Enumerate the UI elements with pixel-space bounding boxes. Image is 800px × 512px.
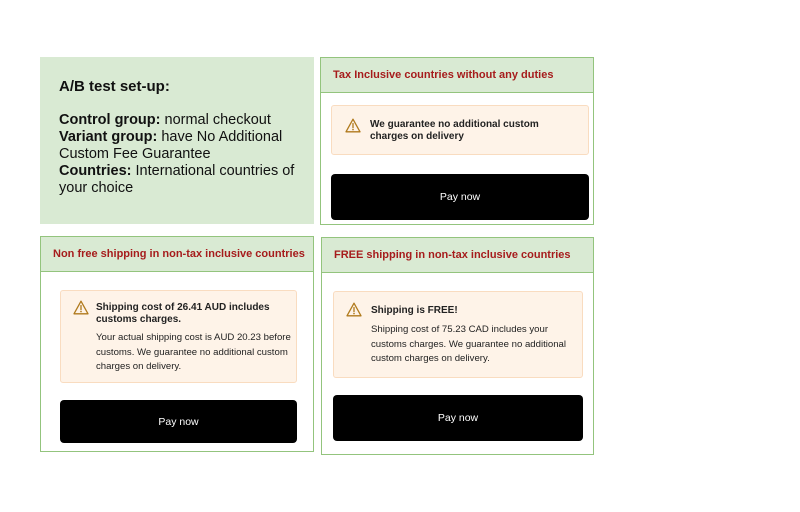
control-group-line [59,112,314,129]
tax-inclusive-card [320,57,594,225]
variant-group-value: have No Additional Custom Fee Guarantee [59,129,283,162]
card-header: Tax Inclusive countries without any duties [321,58,593,93]
pay-now-button[interactable]: Pay now [331,174,589,220]
notice-title: Shipping is FREE! [371,305,458,316]
pay-now-button[interactable]: Pay now [60,400,297,443]
notice-body: Shipping cost of 75.23 CAD includes your customs charges. We guarantee no additional custom charges on delivery. [371,324,567,364]
countries-value: International countries of your choice [59,163,295,196]
setup-title: A/B test set-up: [59,78,170,95]
warning-icon [345,118,361,133]
notice-title: Shipping cost of 26.41 AUD includes customs charges. [96,302,270,325]
non-free-shipping-card [40,236,314,452]
card-header: FREE shipping in non-tax inclusive countries [322,238,593,273]
customs-notice [331,105,589,155]
countries-label: Countries: [59,163,132,179]
variant-group-line [59,129,295,163]
card-header: Non free shipping in non-tax inclusive countries [41,237,313,272]
pay-now-button[interactable]: Pay now [333,395,583,441]
control-group-label: Control group: [59,112,161,128]
variant-group-label: Variant group: [59,129,158,145]
shipping-notice [60,290,297,383]
warning-icon [346,302,362,317]
control-group-value: normal checkout [164,112,271,128]
shipping-notice [333,291,583,378]
free-shipping-card [321,237,594,455]
notice-title: We guarantee no additional custom charges on delivery [370,119,539,142]
countries-line [59,163,303,197]
warning-icon [73,300,89,315]
ab-test-setup-panel [40,57,314,224]
notice-body: Your actual shipping cost is AUD 20.23 before customs. We guarantee no additional custom charges on delivery. [96,332,291,372]
